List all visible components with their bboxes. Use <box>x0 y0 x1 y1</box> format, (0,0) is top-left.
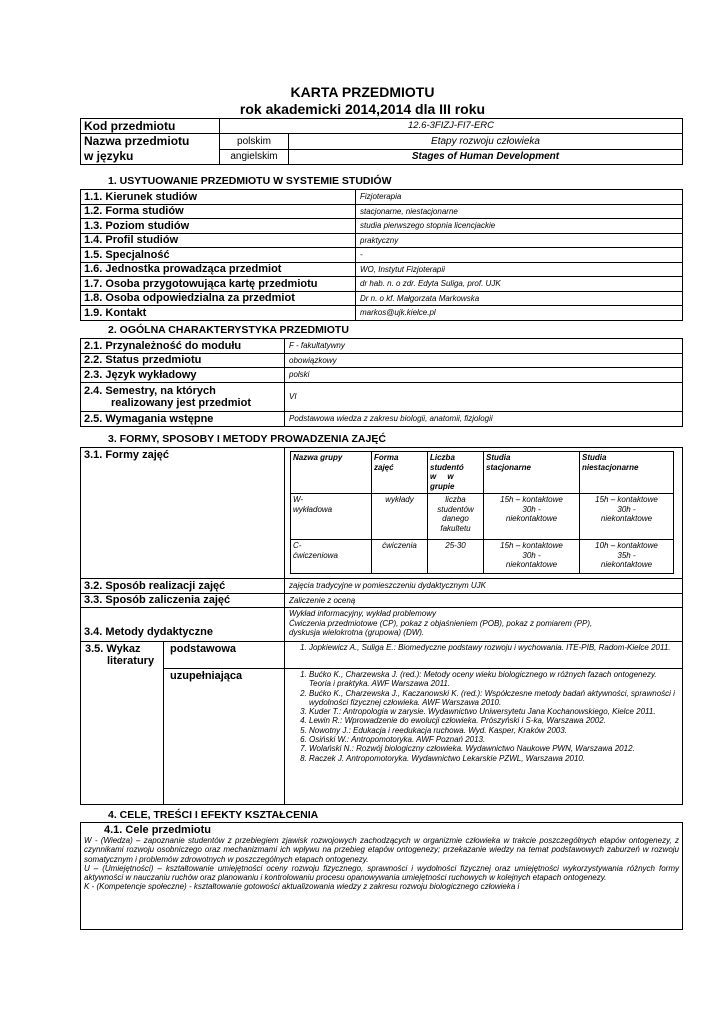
group-w-niestac <box>580 494 674 540</box>
list-item: 5. Nowotny J.: Edukacja i reedukacja ruchowa. Wyd. Kasper, Kraków 2003. <box>309 726 678 735</box>
metody-label: 3.4. Metody dydaktyczne <box>81 608 285 642</box>
group-w-liczba-l4: fakultetu <box>440 523 471 533</box>
row-1-5-label: 1.5. Specjalność <box>81 248 356 263</box>
group-c-nazwa-l2: ćwiczeniowa <box>293 550 338 560</box>
nazwa-label <box>81 134 220 165</box>
sposob-value: zajęcia tradycyjne w pomieszczeniu dydaktycznym UJK <box>285 579 683 594</box>
col-stac-l2: stacjonarne <box>486 462 531 472</box>
podstawowa-list <box>285 642 683 669</box>
row-1-4-label: 1.4. Profil studiów <box>81 233 356 248</box>
row-1-6-label: 1.6. Jednostka prowadząca przedmiot <box>81 262 356 277</box>
list-item: 2. Bućko K., Charzewska J., Kaczanowski K. (red.): Współczesne metody badań aktywności, sprawności i wydolności fizycznej człowieka. AWF Warszawa 2010. <box>309 689 678 708</box>
cele-label: 4.1. Cele przedmiotu <box>104 824 211 836</box>
formy-label: 3.1. Formy zajęć <box>81 448 285 579</box>
row-2-1-label: 2.1. Przynależność do modułu <box>81 339 285 354</box>
group-c-stac-l2: 30h - <box>522 550 541 560</box>
nazwa-pl-value: Etapy rozwoju człowieka <box>289 134 683 150</box>
group-w-niestac-l2: 30h - <box>617 504 636 514</box>
sposob-label: 3.2. Sposób realizacji zajęć <box>81 579 285 594</box>
group-w-stac-l2: 30h - <box>522 504 541 514</box>
row-1-2-label: 1.2. Forma studiów <box>81 204 356 219</box>
row-1-9-value: markos@ujk.kielce.pl <box>356 306 683 321</box>
literatura-label-l2: literatury <box>107 655 155 667</box>
cele-w: W - (Wiedza) – zapoznanie studentów z przebiegiem zjawisk rozwojowych zachodzących w organizmie człowieka w trakcie poszczególnych etapów ontogenezy, z czynnikami rozwoju osobniczego oraz mechanizmami ich wpływu na przebieg etapów ontogenezy; przekazanie wiedzy na temat podstawowych zaburzeń w rozwoju somatycznym i problemów zdrowotnych w poszczególnych etapach ontogenezy. <box>84 836 679 864</box>
group-c-stac-l1: 15h – kontaktowe <box>500 541 563 550</box>
row-1-7-label: 1.7. Osoba przygotowująca kartę przedmiotu <box>81 277 356 292</box>
row-1-9-label: 1.9. Kontakt <box>81 306 356 321</box>
list-item: 7. Wolański N.: Rozwój biologiczny człowieka. Wydawnictwo Naukowe PWN, Warszawa 2012. <box>309 744 678 753</box>
group-w-forma: wykłady <box>372 494 428 540</box>
col-liczba-l2: studentó <box>430 462 464 472</box>
kod-label: Kod przedmiotu <box>81 119 220 134</box>
section-1-table <box>80 189 683 321</box>
row-2-5-value: Podstawowa wiedza z zakresu biologii, anatomii, fizjologii <box>285 411 683 426</box>
angielskim-label: angielskim <box>220 149 289 165</box>
col-nazwa-grupy-text: Nazwa grupy <box>293 453 343 462</box>
col-forma <box>372 452 428 494</box>
group-w-stac <box>484 494 580 540</box>
cele-box <box>80 822 683 930</box>
formy-cell <box>285 448 683 579</box>
list-item: 6. Osiński W.: Antropomotoryka. AWF Poznań 2013. <box>309 735 678 744</box>
group-w-nazwa-l2: wykładowa <box>293 504 333 514</box>
kod-value: 12.6-3FIZJ-FI7-ERC <box>220 119 683 134</box>
col-niestac-l2: niestacjonarne <box>582 462 639 472</box>
row-2-3-label: 2.3. Język wykładowy <box>81 368 285 383</box>
group-w-liczba-l3: danego <box>442 514 469 523</box>
group-c-stac-l3: niekontaktowe <box>505 560 558 569</box>
metody-line-2: Ćwiczenia przedmiotowe (CP), pokaz z objaśnieniem (POB), pokaz z pomiarem (PP), <box>289 618 593 628</box>
group-c-nazwa <box>291 540 372 574</box>
row-1-1-label: 1.1. Kierunek studiów <box>81 190 356 205</box>
section-2-title: 2. OGÓLNA CHARAKTERYSTYKA PRZEDMIOTU <box>108 324 349 336</box>
list-item: 3. Kuder T.: Antropologia w zarysie. Wydawnictwo Uniwersytetu Jana Kochanowskiego, Kielce 2011. <box>309 707 678 716</box>
group-w-liczba <box>428 494 484 540</box>
metody-line-3: dyskusja wielokrotna (grupowa) (DW). <box>289 628 425 637</box>
row-1-2-value: stacjonarne, niestacjonarne <box>356 204 683 219</box>
col-niestac-l1: Studia <box>582 453 607 462</box>
cele-k: K - (Kompetencje społeczne) - kształtowanie gotowości aktualizowania wiedzy z zakresu rozwoju biologicznego człowieka i <box>84 882 520 892</box>
cele-u: U – (Umiejętności) – kształtowanie umiejętności oceny rozwoju fizycznego, sprawności i wydolności fizycznej oraz umiejętności wykorzystywania różnych formy aktywności w nauczaniu ruchów oraz planowaniu i kontrolowaniu procesu opanowywania umiejętności ruchowych w kolejnych etapach ontogenezy. <box>84 863 679 883</box>
section-1-title: 1. USYTUOWANIE PRZEDMIOTU W SYSTEMIE STUDIÓW <box>108 175 392 187</box>
zaliczenie-label: 3.3. Sposób zaliczenia zajęć <box>81 593 285 608</box>
table-row <box>291 494 674 540</box>
row-2-4-label-line2: realizowany jest przedmiot <box>111 396 251 409</box>
col-liczba-l3: w w <box>430 472 454 481</box>
list-item: 1. Bućko K., Charzewska J. (red.): Metody oceny wieku biologicznego w różnych fazach ontogenezy. Teoria i praktyka. AWF Warszawa 2011. <box>309 670 678 689</box>
list-item: 4. Lewin R.: Wprowadzenie do ewolucji człowieka. Prószyński i S-ka, Warszawa 2002. <box>309 716 678 725</box>
table-row <box>291 540 674 574</box>
row-1-3-value: studia pierwszego stopnia licencjackie <box>356 219 683 234</box>
metody-line-1: Wykład informacyjny, wykład problemowy <box>289 609 437 618</box>
formy-table <box>290 451 674 574</box>
group-w-niestac-l3: niekontaktowe <box>600 514 653 523</box>
col-liczba-l1: Liczba <box>430 453 455 462</box>
row-1-8-label: 1.8. Osoba odpowiedzialna za przedmiot <box>81 291 356 306</box>
podstawowa-label: podstawowa <box>164 642 285 669</box>
group-w-stac-l1: 15h – kontaktowe <box>500 495 563 504</box>
group-c-niestac <box>580 540 674 574</box>
group-w-nazwa-l1: W- <box>293 495 304 504</box>
polskim-label: polskim <box>220 134 289 150</box>
row-2-4-label <box>81 382 285 411</box>
row-1-6-value: WO, Instytut Fizjoterapii <box>356 262 683 277</box>
col-stacjonarne <box>484 452 580 494</box>
col-stac-l1: Studia <box>486 453 511 462</box>
nazwa-label-line1: Nazwa przedmiotu <box>84 134 190 148</box>
group-c-niestac-l1: 10h – kontaktowe <box>595 541 658 550</box>
group-w-liczba-l2: studentów <box>437 504 474 514</box>
row-1-4-value: praktyczny <box>356 233 683 248</box>
group-c-forma: ćwiczenia <box>372 540 428 574</box>
col-nazwa-grupy <box>291 452 372 494</box>
col-niestacjonarne <box>580 452 674 494</box>
row-2-2-value: obowiązkowy <box>285 353 683 368</box>
row-1-7-value: dr hab. n. o zdr. Edyta Suliga, prof. UJK <box>356 277 683 292</box>
group-c-niestac-l2: 35h - <box>617 550 636 560</box>
row-2-3-value: polski <box>285 368 683 383</box>
group-c-nazwa-l1: C- <box>293 541 302 550</box>
nazwa-label-line2: w języku <box>84 149 134 163</box>
group-c-niestac-l3: niekontaktowe <box>600 560 653 569</box>
section-3-title: 3. FORMY, SPOSOBY I METODY PROWADZENIA ZAJĘĆ <box>108 433 386 445</box>
col-liczba <box>428 452 484 494</box>
uzupelniajaca-label: uzupełniająca <box>164 669 285 805</box>
section-3-table <box>80 447 683 805</box>
list-item: 8. Raczek J. Antropomotoryka. Wydawnictwo Lekarskie PZWL, Warszawa 2010. <box>309 754 678 763</box>
row-2-5-label: 2.5. Wymagania wstępne <box>81 411 285 426</box>
row-1-5-value: - <box>356 248 683 263</box>
page-title: KARTA PRZEDMIOTU <box>290 84 435 100</box>
group-w-nazwa <box>291 494 372 540</box>
group-c-liczba: 25-30 <box>428 540 484 574</box>
group-w-liczba-l1: liczba <box>445 495 466 504</box>
row-2-1-value: F - fakultatywny <box>285 339 683 354</box>
metody-value <box>285 608 683 642</box>
group-w-stac-l3: niekontaktowe <box>505 514 558 523</box>
section-4-title: 4. CELE, TREŚCI I EFEKTY KSZTAŁCENIA <box>108 809 319 821</box>
uzupelniajaca-list <box>285 669 683 805</box>
group-c-stac <box>484 540 580 574</box>
col-forma-l2: zajęć <box>374 462 394 472</box>
row-1-1-value: Fizjoterapia <box>356 190 683 205</box>
row-2-4-value: VI <box>285 382 683 411</box>
section-2-table <box>80 338 683 427</box>
zaliczenie-value: Zaliczenie z oceną <box>285 593 683 608</box>
row-1-3-label: 1.3. Poziom studiów <box>81 219 356 234</box>
row-1-8-value: Dr n. o kf. Małgorzata Markowska <box>356 291 683 306</box>
literatura-label <box>81 642 164 805</box>
col-liczba-l4: grupie <box>430 481 455 491</box>
nazwa-en-value: Stages of Human Development <box>289 149 683 165</box>
group-w-niestac-l1: 15h – kontaktowe <box>595 495 658 504</box>
row-2-4-label-line1: 2.4. Semestry, na których <box>84 384 216 397</box>
list-item: 1. Jopkiewicz A., Suliga E.: Biomedyczne podstawy rozwoju i wychowania. ITE-PIB, Radom-Kielce 2011. <box>309 643 678 652</box>
row-2-2-label: 2.2. Status przedmiotu <box>81 353 285 368</box>
header-table <box>80 118 683 165</box>
page-subtitle: rok akademicki 2014,2014 dla III roku <box>239 101 486 117</box>
literatura-label-l1: 3.5. Wykaz <box>85 643 141 655</box>
col-forma-l1: Forma <box>374 453 399 462</box>
